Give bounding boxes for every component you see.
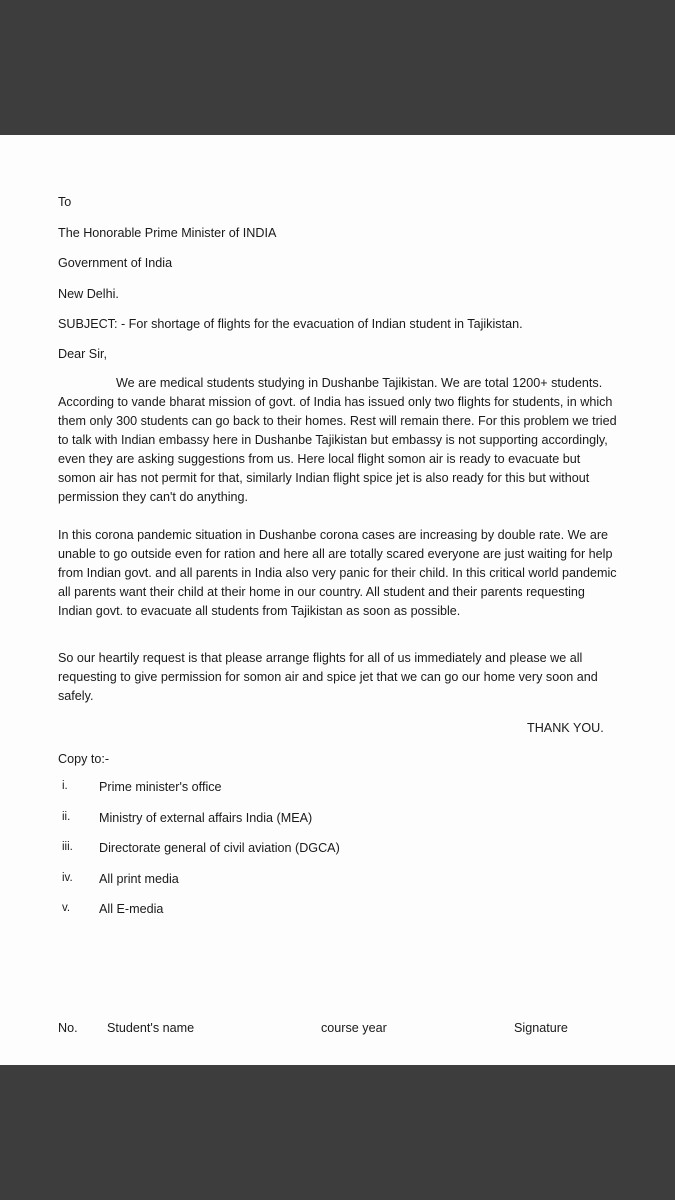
city-line: New Delhi. (58, 287, 119, 301)
salutation: Dear Sir, (58, 347, 107, 361)
body-paragraph-2: In this corona pandemic situation in Dushanbe corona cases are increasing by double rate. We are unable to go outside even for ration and here all are totally scared everyone are just waiting for help from Indian govt. and all parents in India also very panic for their child. In this critical world pandemic all parents want their child at their home in our country. All student and their parents requesting Indian govt. to evacuate all students from Tajikistan as soon as possible. (58, 528, 617, 618)
table-header-signature: Signature (514, 1021, 568, 1035)
list-item-text: Prime minister's office (99, 780, 222, 794)
list-item-number: v. (62, 902, 71, 914)
top-dark-bar (0, 0, 675, 135)
bottom-dark-bar (0, 1065, 675, 1200)
government-line: Government of India (58, 256, 173, 270)
closing-thank-you: THANK YOU. (527, 721, 604, 735)
list-item (58, 811, 558, 842)
list-item (58, 841, 558, 872)
table-header-student-name: Student's name (107, 1021, 195, 1035)
copy-to-list (58, 780, 558, 933)
list-item-number: iv. (62, 871, 73, 884)
list-item-number: i. (62, 780, 68, 792)
body-paragraph-3: So our heartily request is that please arrange flights for all of us immediately and please we all requesting to give permission for somon air and spice jet that we can go our home very soon and safely. (58, 651, 598, 703)
to-line: To (58, 195, 72, 209)
list-item-text: All print media (99, 871, 179, 886)
list-item-text: Ministry of external affairs India (MEA) (99, 810, 313, 825)
letter-page (0, 135, 675, 1065)
list-item (58, 872, 558, 903)
list-item-text: Directorate general of civil aviation (DGCA) (99, 841, 340, 855)
recipient-line: The Honorable Prime Minister of INDIA (58, 226, 277, 240)
list-item (58, 780, 558, 811)
table-header-course-year: course year (321, 1021, 387, 1035)
list-item-number: ii. (62, 810, 71, 823)
copy-to-label: Copy to:- (58, 752, 110, 766)
list-item (58, 902, 558, 933)
body-paragraph-1: We are medical students studying in Dushanbe Tajikistan. We are total 1200+ students. According to vande bharat mission of govt. of India has issued only two flights for students, in which them only 300 students can go back to their homes. Rest will remain there. For this problem we tried to talk with Indian embassy here in Dushanbe Tajikistan but embassy is not supporting accordingly, even they are asking suggestions from us. Here local flight somon air is ready to evacuate but somon air has not permit for that, similarly Indian flight spice jet is also ready for this but without permission they can't do anything. (58, 376, 617, 504)
subject-line: SUBJECT: - For shortage of flights for the evacuation of Indian student in Tajikistan. (58, 317, 523, 331)
table-header-no: No. (58, 1021, 78, 1035)
list-item-number: iii. (62, 841, 73, 853)
list-item-text: All E-media (99, 902, 164, 916)
